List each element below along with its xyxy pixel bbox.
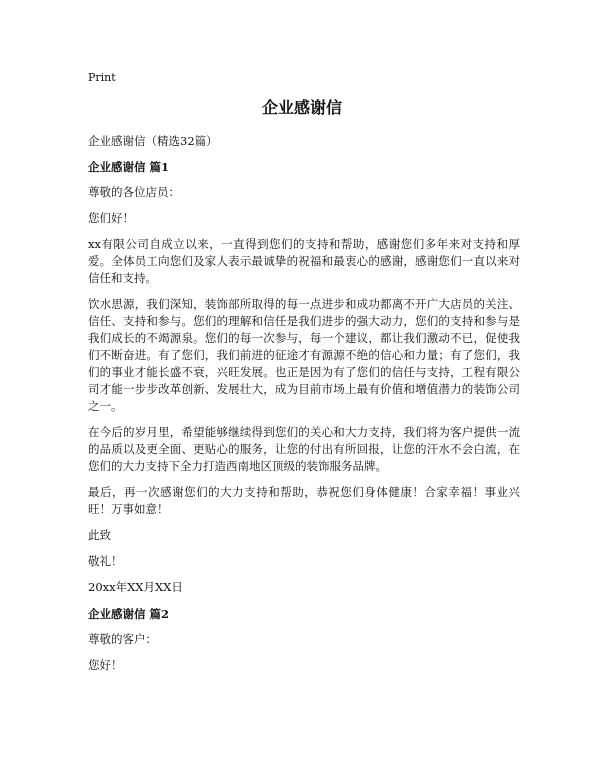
document-page <box>88 70 520 683</box>
closing-line: 此致 <box>88 528 111 542</box>
document-subtitle: 企业感谢信（精选32篇） <box>88 134 218 148</box>
salutation: 尊敬的客户： <box>88 632 157 646</box>
print-label[interactable]: Print <box>88 71 116 84</box>
salutation: 尊敬的各位店员： <box>88 185 180 199</box>
body-paragraph: 在今后的岁月里，希望能够继续得到您们的关心和大力支持，我们将为客户提供一流的品质以及更全面、更贴心的服务，让您的付出有所回报，让您的汗水不会白流，在您们的大力支持下全力打造西南地区顶级的装饰服务品牌。 <box>88 425 520 473</box>
body-paragraph: 最后，再一次感谢您们的大力支持和帮助，恭祝您们身体健康！合家幸福！事业兴旺！万事如意！ <box>88 485 520 516</box>
body-paragraph: 饮水思源，我们深知，装饰部所取得的每一点进步和成功都离不开广大店员的关注、信任、支持和参与。您们的理解和信任是我们进步的强大动力，您们的支持和参与是我们成长的不竭源泉。您们的每一次参与，每一个建议，都让我们激动不已，促使我们不断奋进。有了您们，我们前进的征途才有源源不绝的信心和力量；有了您们，我们的事业才能长盛不衰，兴旺发展。也正是因为有了您们的信任与支持，工程有限公司才能一步步改革创新、发展壮大，成为目前市场上最有价值和增值潜力的装饰公司之一。 <box>88 297 520 413</box>
closing-regards: 敬礼！ <box>88 554 123 568</box>
section-2 <box>88 605 520 674</box>
section-heading: 企业感谢信 篇1 <box>88 160 170 174</box>
body-paragraph: xx有限公司自成立以来，一直得到您们的支持和帮助，感谢您们多年来对支持和厚爱。全体员工向您们及家人表示最诚挚的祝福和最衷心的感谢，感谢您们一直以来对信任和支持。 <box>88 237 520 285</box>
document-title: 企业感谢信 <box>261 98 342 117</box>
greeting: 您们好！ <box>88 211 134 225</box>
letter-date: 20xx年XX月XX日 <box>88 580 183 594</box>
greeting: 您好！ <box>88 658 123 672</box>
section-1 <box>88 158 520 596</box>
section-heading: 企业感谢信 篇2 <box>88 607 170 621</box>
